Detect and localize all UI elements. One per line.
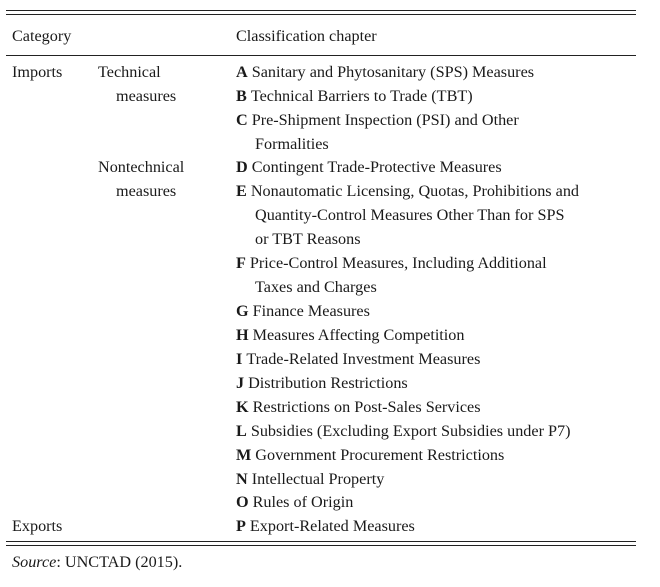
chapter-letter: P bbox=[236, 517, 246, 535]
chapter-letter: O bbox=[236, 493, 249, 511]
chapter-text-continued: Taxes and Charges bbox=[255, 278, 377, 296]
chapter-entry bbox=[236, 251, 646, 299]
chapter-letter: M bbox=[236, 446, 252, 464]
chapter-letter: A bbox=[236, 63, 248, 81]
chapter-letter: E bbox=[236, 182, 247, 200]
chapter-text: Technical Barriers to Trade (TBT) bbox=[250, 87, 473, 105]
bottom-rule-1 bbox=[6, 541, 636, 542]
chapter-text-continued: or TBT Reasons bbox=[255, 230, 361, 248]
chapter-entry bbox=[236, 323, 646, 347]
chapter-text: Subsidies (Excluding Export Subsidies under P7) bbox=[250, 422, 571, 440]
chapter-text: Restrictions on Post-Sales Services bbox=[252, 398, 481, 416]
chapter-text: Government Procurement Restrictions bbox=[255, 446, 505, 464]
chapter-entry bbox=[236, 419, 646, 443]
chapter-letter: N bbox=[236, 470, 248, 488]
chapter-entry bbox=[236, 84, 646, 108]
chapter-letter: F bbox=[236, 254, 246, 272]
category-imports: Imports bbox=[12, 63, 63, 81]
chapter-letter: J bbox=[236, 374, 245, 392]
category-technical bbox=[98, 60, 176, 108]
chapter-entry bbox=[236, 299, 646, 323]
chapter-text: Trade-Related Investment Measures bbox=[246, 350, 481, 368]
chapter-text: Price-Control Measures, Including Additional bbox=[249, 254, 547, 272]
chapter-text: Pre-Shipment Inspection (PSI) and Other bbox=[251, 111, 519, 129]
category-nontechnical-line2: measures bbox=[116, 182, 177, 200]
chapter-entry bbox=[236, 467, 646, 491]
chapter-letter: I bbox=[236, 350, 243, 368]
chapter-letter: D bbox=[236, 158, 248, 176]
chapter-letter: L bbox=[236, 422, 247, 440]
bottom-rule-2 bbox=[6, 545, 636, 546]
category-technical-line2: measures bbox=[116, 87, 177, 105]
chapter-text: Measures Affecting Competition bbox=[252, 326, 465, 344]
chapter-text: Intellectual Property bbox=[251, 470, 385, 488]
chapter-text: Nonautomatic Licensing, Quotas, Prohibitions and bbox=[250, 182, 580, 200]
chapter-letter: K bbox=[236, 398, 249, 416]
top-rule-2 bbox=[6, 14, 636, 15]
category-nontechnical bbox=[98, 155, 184, 203]
header-classification: Classification chapter bbox=[236, 27, 377, 45]
chapter-text: Sanitary and Phytosanitary (SPS) Measures bbox=[251, 63, 535, 81]
chapter-entry bbox=[236, 108, 646, 156]
chapter-entry bbox=[236, 490, 646, 514]
source-note bbox=[12, 550, 182, 574]
header-rule bbox=[6, 55, 636, 56]
chapter-letter: B bbox=[236, 87, 247, 105]
top-rule-1 bbox=[6, 10, 636, 11]
chapter-entry bbox=[236, 443, 646, 467]
chapter-text: Distribution Restrictions bbox=[248, 374, 408, 392]
chapter-text: Export-Related Measures bbox=[249, 517, 415, 535]
header-category: Category bbox=[12, 27, 72, 45]
chapter-letter: G bbox=[236, 302, 249, 320]
source-label: Source bbox=[12, 553, 57, 571]
source-text: : UNCTAD (2015). bbox=[56, 553, 183, 571]
chapter-entry bbox=[236, 155, 646, 179]
chapter-text-continued: Quantity-Control Measures Other Than for SPS bbox=[255, 206, 565, 224]
chapter-entry bbox=[236, 395, 646, 419]
chapter-text: Rules of Origin bbox=[252, 493, 354, 511]
chapter-text-continued: Formalities bbox=[255, 135, 329, 153]
chapter-text: Finance Measures bbox=[252, 302, 370, 320]
category-nontechnical-line1: Nontechnical bbox=[98, 158, 185, 176]
chapter-letter: C bbox=[236, 111, 248, 129]
chapter-text: Contingent Trade-Protective Measures bbox=[251, 158, 502, 176]
chapter-letter: H bbox=[236, 326, 249, 344]
chapter-entry bbox=[236, 514, 646, 538]
category-technical-line1: Technical bbox=[98, 63, 161, 81]
chapter-entry bbox=[236, 60, 646, 84]
category-exports: Exports bbox=[12, 517, 63, 535]
chapter-entry bbox=[236, 179, 646, 251]
chapter-entry bbox=[236, 371, 646, 395]
chapter-entry bbox=[236, 347, 646, 371]
